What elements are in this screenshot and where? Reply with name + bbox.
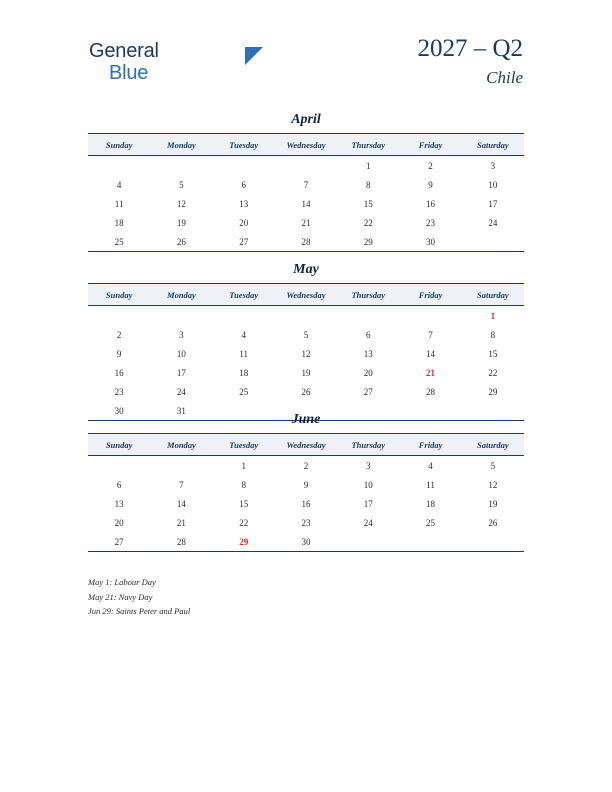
day-cell-empty	[462, 532, 524, 552]
day-cell[interactable]: 29	[337, 232, 399, 252]
day-cell[interactable]: 6	[366, 329, 371, 340]
day-cell[interactable]: 15	[488, 348, 498, 359]
day-cell[interactable]: 1	[490, 310, 496, 321]
week-row	[88, 494, 524, 513]
weekday-header-row	[88, 284, 524, 306]
day-cell[interactable]: 15	[239, 498, 249, 509]
day-cell[interactable]: 21	[426, 367, 436, 378]
day-cell-empty	[337, 306, 399, 326]
day-cell[interactable]: 13	[114, 498, 124, 509]
day-cell[interactable]: 7	[179, 479, 184, 490]
weekday-header-thursday: Thursday	[337, 284, 399, 306]
month-block-may	[88, 262, 524, 421]
page-header	[0, 34, 612, 104]
day-cell[interactable]: 2	[428, 160, 433, 171]
day-cell[interactable]: 16	[114, 367, 124, 378]
day-cell-empty	[275, 156, 337, 176]
day-cell-empty	[275, 306, 337, 326]
day-cell[interactable]: 8	[490, 329, 496, 340]
day-cell[interactable]: 23	[426, 217, 436, 228]
day-cell[interactable]: 7	[428, 329, 433, 340]
weekday-header-wednesday: Wednesday	[275, 434, 337, 456]
day-cell[interactable]: 16	[426, 198, 436, 209]
weekday-header-wednesday: Wednesday	[275, 284, 337, 306]
day-cell[interactable]: 22	[488, 367, 498, 378]
month-table	[88, 133, 524, 252]
logo	[89, 40, 159, 84]
week-row	[88, 175, 524, 194]
weekday-header-wednesday: Wednesday	[275, 134, 337, 156]
day-cell[interactable]: 10	[363, 479, 373, 490]
day-cell[interactable]: 23	[301, 517, 311, 528]
day-cell[interactable]: 6	[241, 179, 246, 190]
logo-text-general: General	[89, 40, 159, 62]
day-cell[interactable]: 22	[239, 517, 249, 528]
day-cell[interactable]: 13	[363, 348, 373, 359]
day-cell[interactable]: 1	[241, 460, 246, 471]
day-cell[interactable]: 5	[490, 460, 496, 471]
day-cell-empty	[399, 306, 461, 326]
month-block-april	[88, 112, 524, 252]
day-cell[interactable]: 9	[116, 348, 122, 359]
day-cell[interactable]: 17	[488, 198, 498, 209]
day-cell-empty	[213, 306, 275, 326]
day-cell[interactable]: 19	[301, 367, 311, 378]
weekday-header-sunday: Sunday	[88, 434, 150, 456]
day-cell-empty	[462, 232, 524, 252]
day-cell[interactable]: 28	[426, 386, 436, 397]
day-cell[interactable]: 20	[239, 217, 249, 228]
day-cell[interactable]: 6	[116, 479, 122, 490]
day-cell-empty	[88, 306, 150, 326]
day-cell[interactable]: 19	[176, 217, 186, 228]
day-cell-empty	[399, 532, 461, 552]
day-cell[interactable]: 25	[239, 386, 249, 397]
week-row	[88, 232, 524, 252]
page-subtitle: Chile	[486, 68, 523, 87]
weekday-header-sunday: Sunday	[88, 134, 150, 156]
day-cell[interactable]: 18	[114, 217, 124, 228]
title-block	[417, 34, 523, 89]
day-cell[interactable]: 4	[241, 329, 246, 340]
day-cell[interactable]: 25	[426, 517, 436, 528]
day-cell[interactable]: 8	[241, 479, 246, 490]
month-title: May	[293, 262, 319, 277]
day-cell[interactable]: 24	[176, 386, 186, 397]
day-cell[interactable]: 11	[426, 479, 435, 490]
day-cell[interactable]: 20	[114, 517, 124, 528]
day-cell[interactable]: 29	[213, 532, 275, 552]
day-cell[interactable]: 9	[428, 179, 433, 190]
month-title: April	[291, 112, 321, 127]
day-cell[interactable]: 27	[88, 532, 150, 552]
day-cell-empty	[150, 156, 212, 176]
day-cell[interactable]: 5	[303, 329, 309, 340]
week-row	[88, 363, 524, 382]
weekday-header-sunday: Sunday	[88, 284, 150, 306]
weekday-header-monday: Monday	[150, 434, 212, 456]
day-cell[interactable]: 4	[428, 460, 433, 471]
day-cell[interactable]: 30	[88, 401, 150, 421]
week-row	[88, 213, 524, 232]
logo-text-blue: Blue	[109, 62, 149, 84]
day-cell-empty	[88, 456, 150, 476]
logo-triangle-icon	[245, 47, 263, 65]
day-cell[interactable]: 26	[150, 232, 212, 252]
day-cell[interactable]: 20	[363, 367, 373, 378]
weekday-header-row	[88, 434, 524, 456]
day-cell[interactable]: 5	[179, 179, 184, 190]
weekday-header-saturday: Saturday	[462, 284, 524, 306]
week-row	[88, 382, 524, 401]
holiday-note: Jun 29: Saints Peter and Paul	[88, 606, 191, 616]
day-cell[interactable]: 26	[488, 517, 498, 528]
day-cell[interactable]: 13	[239, 198, 249, 209]
day-cell[interactable]: 22	[363, 217, 373, 228]
day-cell[interactable]: 7	[303, 179, 309, 190]
weekday-header-thursday: Thursday	[337, 134, 399, 156]
day-cell-empty	[213, 156, 275, 176]
day-cell[interactable]: 27	[213, 232, 275, 252]
week-row	[88, 532, 524, 552]
weekday-header-friday: Friday	[399, 134, 461, 156]
day-cell-empty	[337, 532, 399, 552]
day-cell[interactable]: 24	[488, 217, 498, 228]
week-row	[88, 344, 524, 363]
weekday-header-monday: Monday	[150, 284, 212, 306]
day-cell[interactable]: 19	[488, 498, 498, 509]
day-cell[interactable]: 26	[301, 386, 311, 397]
weekday-header-thursday: Thursday	[337, 434, 399, 456]
weekday-header-tuesday: Tuesday	[213, 134, 275, 156]
day-cell[interactable]: 10	[488, 179, 498, 190]
day-cell[interactable]: 16	[301, 498, 311, 509]
day-cell[interactable]: 17	[363, 498, 373, 509]
day-cell[interactable]: 12	[301, 348, 311, 359]
day-cell[interactable]: 2	[303, 460, 309, 471]
day-cell[interactable]: 8	[366, 179, 371, 190]
week-row	[88, 194, 524, 213]
weekday-header-tuesday: Tuesday	[213, 284, 275, 306]
month-table	[88, 283, 524, 421]
day-cell[interactable]: 1	[366, 160, 371, 171]
week-row	[88, 156, 524, 176]
day-cell[interactable]: 4	[116, 179, 122, 190]
day-cell[interactable]: 18	[239, 367, 249, 378]
weekday-header-saturday: Saturday	[462, 434, 524, 456]
day-cell-empty	[88, 156, 150, 176]
holiday-notes	[88, 575, 524, 619]
weekday-header-friday: Friday	[399, 434, 461, 456]
day-cell[interactable]: 21	[176, 517, 186, 528]
month-table	[88, 433, 524, 552]
day-cell[interactable]: 11	[114, 198, 124, 209]
day-cell[interactable]: 3	[490, 160, 496, 171]
day-cell[interactable]: 23	[114, 386, 124, 397]
month-block-june	[88, 412, 524, 552]
day-cell[interactable]: 9	[303, 479, 309, 490]
day-cell-empty	[150, 306, 212, 326]
day-cell[interactable]: 24	[363, 517, 373, 528]
page-title: 2027 – Q2	[417, 35, 523, 62]
day-cell[interactable]: 30	[275, 532, 337, 552]
day-cell[interactable]: 10	[176, 348, 186, 359]
month-title: June	[291, 412, 321, 427]
day-cell[interactable]: 3	[366, 460, 371, 471]
weekday-header-saturday: Saturday	[462, 134, 524, 156]
week-row	[88, 325, 524, 344]
day-cell[interactable]: 14	[176, 498, 186, 509]
day-cell[interactable]: 3	[179, 329, 184, 340]
day-cell[interactable]: 28	[275, 232, 337, 252]
day-cell[interactable]: 17	[176, 367, 186, 378]
weekday-header-tuesday: Tuesday	[213, 434, 275, 456]
day-cell[interactable]: 28	[150, 532, 212, 552]
week-row	[88, 513, 524, 532]
day-cell[interactable]: 12	[488, 479, 498, 490]
day-cell[interactable]: 15	[363, 198, 373, 209]
day-cell[interactable]: 25	[88, 232, 150, 252]
day-cell[interactable]: 30	[399, 232, 461, 252]
day-cell[interactable]: 11	[239, 348, 249, 359]
day-cell[interactable]: 2	[116, 329, 122, 340]
day-cell[interactable]: 18	[426, 498, 436, 509]
day-cell[interactable]: 14	[301, 198, 311, 209]
weekday-header-friday: Friday	[399, 284, 461, 306]
weekday-header-row	[88, 134, 524, 156]
day-cell[interactable]: 31	[150, 401, 212, 421]
day-cell[interactable]: 29	[488, 386, 498, 397]
day-cell[interactable]: 21	[301, 217, 311, 228]
holiday-note: May 21: Navy Day	[88, 591, 153, 602]
day-cell[interactable]: 27	[363, 386, 373, 397]
day-cell[interactable]: 12	[176, 198, 186, 209]
day-cell[interactable]: 14	[426, 348, 436, 359]
day-cell-empty	[150, 456, 212, 476]
week-row	[88, 475, 524, 494]
weekday-header-monday: Monday	[150, 134, 212, 156]
week-row	[88, 306, 524, 326]
holiday-note: May 1: Labour Day	[88, 577, 156, 587]
week-row	[88, 456, 524, 476]
